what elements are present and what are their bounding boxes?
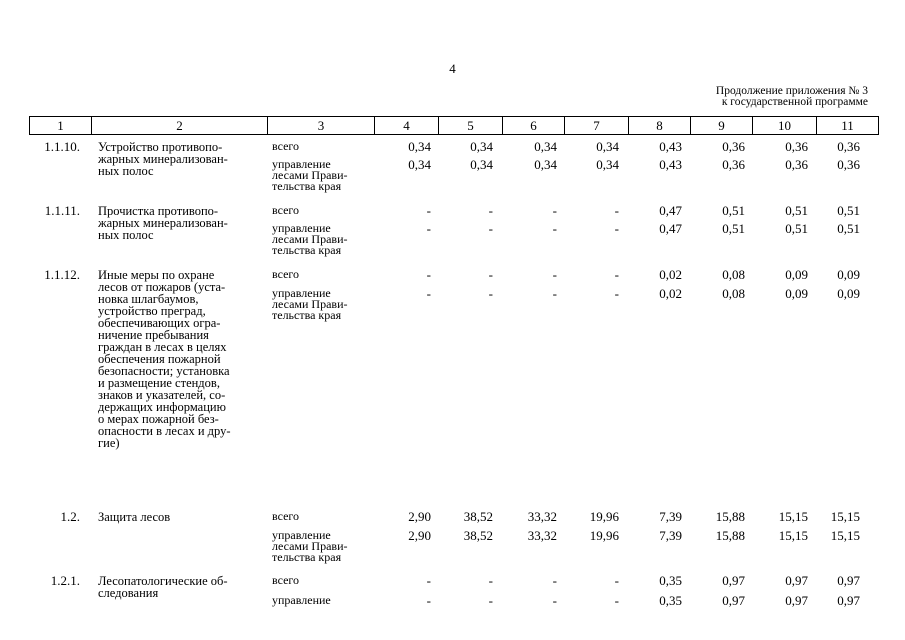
row-name-line: ничение пребывания: [98, 328, 209, 342]
row-name-line: держащих информацию: [98, 400, 226, 414]
table-cell-value: 0,36: [722, 139, 745, 154]
row-name-line: лесов от пожаров (уста-: [98, 280, 226, 294]
row-label-line: управление: [272, 528, 331, 542]
table-cell-value: -: [488, 267, 493, 282]
table-cell-value: 0,47: [659, 221, 682, 236]
table-cell-value: -: [552, 286, 557, 301]
header-col-2: 2: [92, 117, 268, 135]
table-cell-value: 0,34: [470, 139, 493, 154]
row-label-line: всего: [272, 139, 300, 153]
table-cell-value: 0,09: [837, 286, 860, 301]
row-name-line: знаков и указателей, со-: [98, 388, 226, 402]
row-name-line: устройство преград,: [98, 304, 206, 318]
table-cell-value: 0,97: [722, 593, 745, 608]
table-cell-value: 0,35: [659, 573, 682, 588]
table-cell-value: 0,36: [837, 139, 860, 154]
table-cell-value: 0,51: [722, 221, 745, 236]
table-cell-value: 15,15: [830, 528, 860, 543]
table-cell-value: 38,52: [463, 509, 493, 524]
table-cell-value: 19,96: [589, 509, 619, 524]
table-cell-value: 0,97: [785, 593, 808, 608]
row-name-line: ных полос: [98, 228, 154, 242]
table-cell-value: -: [426, 203, 431, 218]
table-cell-value: -: [426, 573, 431, 588]
table-cell-value: 0,51: [785, 203, 808, 218]
table-cell-value: -: [488, 203, 493, 218]
table-cell-value: 0,97: [785, 573, 808, 588]
row-name-line: жарных минерализован-: [98, 152, 228, 166]
page-number: 4: [449, 61, 456, 76]
row-name-line: и размещение стендов,: [98, 376, 220, 390]
header-col-5: 5: [439, 117, 503, 135]
table-cell-value: -: [426, 267, 431, 282]
row-label-line: тельства края: [272, 243, 342, 257]
header-col-10: 10: [753, 117, 817, 135]
row-label-line: тельства края: [272, 308, 342, 322]
table-cell-value: 0,34: [534, 157, 557, 172]
table-cell-value: 0,51: [837, 203, 860, 218]
table-cell-value: -: [488, 593, 493, 608]
row-label-line: всего: [272, 573, 300, 587]
table-cell-value: 15,15: [830, 509, 860, 524]
table-cell-value: 0,02: [659, 286, 682, 301]
table-cell-value: 0,02: [659, 267, 682, 282]
table-cell-value: -: [614, 203, 619, 218]
row-label-line: всего: [272, 267, 300, 281]
table-cell-value: 2,90: [408, 509, 431, 524]
row-label-line: тельства края: [272, 179, 342, 193]
row-name-line: гие): [98, 436, 120, 450]
table-cell-value: 0,47: [659, 203, 682, 218]
table-cell-value: 0,43: [659, 139, 682, 154]
header-col-8: 8: [629, 117, 691, 135]
table-cell-value: -: [614, 593, 619, 608]
row-name-line: о мерах пожарной без-: [98, 412, 219, 426]
table-cell-value: 0,08: [722, 267, 745, 282]
table-cell-value: 33,32: [527, 528, 557, 543]
table-cell-value: 0,43: [659, 157, 682, 172]
row-name-line: жарных минерализован-: [98, 216, 228, 230]
table-cell-value: -: [614, 267, 619, 282]
table-cell-value: -: [552, 267, 557, 282]
table-cell-value: -: [488, 573, 493, 588]
table-cell-value: 0,35: [659, 593, 682, 608]
table-cell-value: -: [552, 203, 557, 218]
table-cell-value: 33,32: [527, 509, 557, 524]
table-cell-value: 0,97: [837, 593, 860, 608]
row-number: 1.2.: [60, 509, 80, 524]
row-name-line: следования: [98, 586, 159, 600]
row-name-line: ных полос: [98, 164, 154, 178]
row-label-line: всего: [272, 509, 300, 523]
table-cell-value: 38,52: [463, 528, 493, 543]
table-cell-value: 15,15: [778, 528, 808, 543]
row-name-line: Устройство противопо-: [98, 140, 223, 154]
table-cell-value: -: [552, 573, 557, 588]
table-cell-value: -: [614, 221, 619, 236]
row-name-line: безопасности; установка: [98, 364, 230, 378]
row-name-line: Прочистка противопо-: [98, 204, 219, 218]
column-header-row: [29, 116, 879, 135]
table-cell-value: 0,97: [837, 573, 860, 588]
table-cell-value: 0,09: [785, 267, 808, 282]
table-cell-value: 0,34: [596, 139, 619, 154]
table-cell-value: 0,34: [408, 139, 431, 154]
table-cell-value: 0,51: [785, 221, 808, 236]
table-cell-value: 15,88: [715, 528, 745, 543]
header-col-11: 11: [817, 117, 879, 135]
table-cell-value: -: [426, 286, 431, 301]
table-cell-value: -: [614, 573, 619, 588]
table-cell-value: 0,34: [596, 157, 619, 172]
continuation-line-1: Продолжение приложения № 3: [715, 85, 868, 97]
table-cell-value: 0,08: [722, 286, 745, 301]
table-cell-value: 7,39: [659, 509, 682, 524]
header-col-9: 9: [691, 117, 753, 135]
table-cell-value: 15,15: [778, 509, 808, 524]
table-cell-value: -: [552, 593, 557, 608]
row-label-line: управление: [272, 157, 331, 171]
header-col-4: 4: [375, 117, 439, 135]
row-name-line: обеспечивающих огра-: [98, 316, 221, 330]
table-cell-value: 0,09: [837, 267, 860, 282]
table-cell-value: 0,36: [785, 139, 808, 154]
table-cell-value: 0,34: [470, 157, 493, 172]
table-cell-value: 0,34: [408, 157, 431, 172]
row-name-line: Защита лесов: [98, 510, 171, 524]
header-col-3: 3: [268, 117, 375, 135]
header-col-6: 6: [503, 117, 565, 135]
table-cell-value: -: [488, 286, 493, 301]
row-name-line: Лесопатологические об-: [98, 574, 228, 588]
table-cell-value: -: [552, 221, 557, 236]
row-label-line: лесами Прави-: [272, 539, 348, 553]
row-number: 1.1.11.: [44, 203, 80, 218]
row-name-line: новка шлагбаумов,: [98, 292, 199, 306]
table-cell-value: -: [426, 593, 431, 608]
row-name-line: опасности в лесах и дру-: [98, 424, 231, 438]
row-label-line: лесами Прави-: [272, 232, 348, 246]
continuation-line-2: к государственной программе: [721, 96, 868, 108]
table-cell-value: 7,39: [659, 528, 682, 543]
row-label-line: тельства края: [272, 550, 342, 564]
row-number: 1.2.1.: [50, 573, 80, 588]
table-cell-value: -: [488, 221, 493, 236]
row-label-line: управление: [272, 286, 331, 300]
row-label-line: лесами Прави-: [272, 297, 348, 311]
row-label-line: управление: [272, 593, 331, 607]
table-cell-value: 0,36: [837, 157, 860, 172]
header-col-7: 7: [565, 117, 629, 135]
row-name-line: граждан в лесах в целях: [98, 340, 227, 354]
table-cell-value: 0,97: [722, 573, 745, 588]
row-number: 1.1.10.: [44, 139, 80, 154]
table-cell-value: 0,51: [837, 221, 860, 236]
table-cell-value: 0,51: [722, 203, 745, 218]
row-label-line: лесами Прави-: [272, 168, 348, 182]
row-label-line: всего: [272, 203, 300, 217]
table-cell-value: -: [426, 221, 431, 236]
header-col-1: 1: [30, 117, 92, 135]
row-label-line: управление: [272, 221, 331, 235]
table-cell-value: 0,36: [785, 157, 808, 172]
table-cell-value: 15,88: [715, 509, 745, 524]
row-number: 1.1.12.: [44, 267, 80, 282]
row-name-line: обеспечения пожарной: [98, 352, 221, 366]
table-cell-value: 0,09: [785, 286, 808, 301]
table-cell-value: 2,90: [408, 528, 431, 543]
table-cell-value: -: [614, 286, 619, 301]
row-name-line: Иные меры по охране: [98, 268, 215, 282]
continuation-note: [716, 86, 868, 108]
table-cell-value: 19,96: [589, 528, 619, 543]
table-cell-value: 0,36: [722, 157, 745, 172]
table-cell-value: 0,34: [534, 139, 557, 154]
